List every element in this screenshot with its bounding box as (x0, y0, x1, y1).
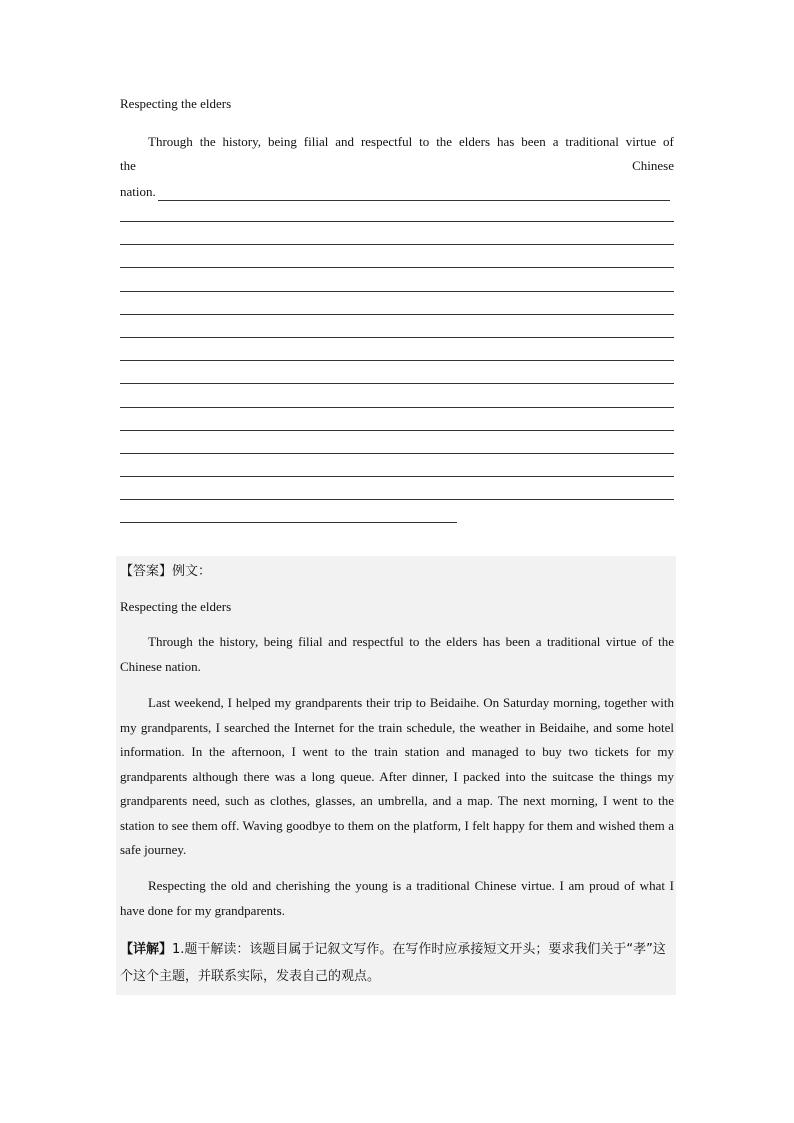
prompt-word: nation. (120, 184, 156, 199)
prompt-word: filial (303, 134, 329, 149)
answer-section (116, 556, 676, 995)
writing-line[interactable] (120, 384, 674, 407)
prompt-word: elders (459, 134, 491, 149)
writing-line[interactable] (120, 292, 674, 315)
prompt-line-2 (120, 157, 674, 181)
writing-line[interactable] (120, 408, 674, 431)
prompt-word: a (552, 134, 559, 149)
prompt-word: history, (222, 134, 262, 149)
writing-line[interactable] (120, 222, 674, 245)
detail-text: 1.题干解读：该题目属于记叙文写作。在写作时应承接短文开头；要求我们关于“孝”这个这个主题，并联系实际，发表自己的观点。 (120, 942, 666, 984)
prompt-word: and (335, 134, 355, 149)
prompt-word: been (521, 134, 546, 149)
writing-line[interactable] (120, 338, 674, 361)
writing-line[interactable] (120, 454, 674, 477)
prompt-word: Chinese (632, 158, 674, 173)
question-title: Respecting the elders (120, 96, 232, 111)
prompt-word: Through (148, 134, 193, 149)
prompt-word: to (419, 134, 430, 149)
writing-line[interactable] (120, 315, 674, 338)
writing-line[interactable] (120, 245, 674, 268)
writing-line[interactable] (120, 477, 674, 500)
prompt-line-3 (120, 181, 674, 201)
detail-explanation (120, 936, 674, 990)
prompt-word: respectful (360, 134, 413, 149)
answer-title: Respecting the elders (120, 599, 232, 614)
prompt-word: of (663, 134, 674, 149)
writing-line[interactable] (120, 268, 674, 291)
writing-area[interactable] (120, 221, 674, 523)
prompt-word: virtue (625, 134, 657, 149)
prompt-word: the (199, 134, 216, 149)
answer-paragraph: Through the history, being filial and respectful to the elders has been a traditional virtue of the Chinese nation. (120, 634, 674, 674)
writing-line[interactable] (120, 361, 674, 384)
answer-header: 【答案】例文： (120, 564, 212, 579)
writing-prompt (120, 133, 674, 201)
prompt-word: traditional (565, 134, 619, 149)
writing-line[interactable] (120, 431, 674, 454)
prompt-word: being (267, 134, 297, 149)
prompt-word: the (436, 134, 453, 149)
answer-paragraph: Respecting the old and cherishing the young is a traditional Chinese virtue. I am proud of what I have done for my grandparents. (120, 878, 674, 918)
prompt-line-1 (120, 133, 674, 157)
prompt-word: the (120, 158, 136, 173)
answer-paragraph: Last weekend, I helped my grandparents their trip to Beidaihe. On Saturday morning, together with my grandparents, I searched the Internet for the train schedule, the weather in Beidaihe, and some hotel information. In the afternoon, I went to the train station and managed to buy two tickets for my grandparents although there was a long queue. After dinner, I packed into the suitcase the things my grandparents need, such as clothes, glasses, an umbrella, and a map. The next morning, I went to the station to see them off. Waving goodbye to them on the platform, I felt happy for them and wished them a safe journey. (120, 695, 674, 857)
detail-label: 【详解】 (120, 942, 173, 957)
writing-line[interactable] (120, 500, 457, 523)
writing-blank-line[interactable] (158, 188, 670, 201)
prompt-word: has (496, 134, 515, 149)
